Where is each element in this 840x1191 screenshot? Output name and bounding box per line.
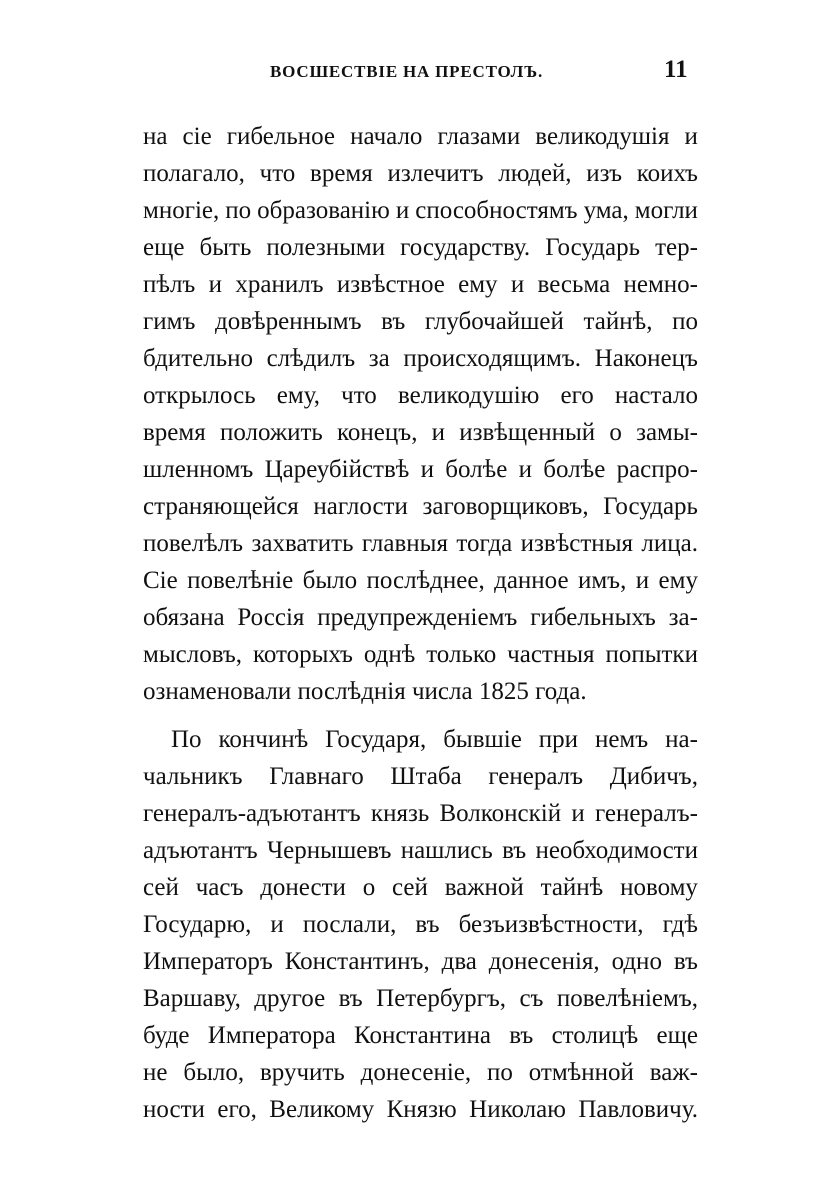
text-line: шленномъ Цареубійствѣ и болѣе и болѣе распро-	[143, 456, 698, 483]
text-line: повелѣлъ захватить главныя тогда извѣстныя лица.	[143, 530, 698, 557]
text-line: ознаменовали послѣднія числа 1825 года.	[143, 678, 587, 705]
text-line: многіе, по образованію и способностямъ ума, могли	[143, 197, 698, 224]
text-line: буде Императора Константина въ столицѣ еще	[143, 1022, 698, 1049]
text-line: Варшаву, другое въ Петербургъ, съ повелѣніемъ,	[143, 985, 698, 1012]
paragraph-gap	[143, 710, 698, 721]
paragraph-1	[143, 118, 698, 710]
text-line: Сіе повелѣніе было послѣднее, данное имъ, и ему	[143, 567, 698, 594]
text-line: не было, вручить донесеніе, по отмѣнной важ-	[143, 1059, 698, 1086]
text-line: По кончинѣ Государя, бывшіе при немъ на-	[171, 726, 698, 753]
body-text	[143, 118, 698, 1128]
text-line: на сіе гибельное начало глазами великодушія и	[143, 123, 698, 150]
text-line: ности его, Великому Князю Николаю Павловичу.	[143, 1096, 698, 1123]
text-line: бдительно слѣдилъ за происходящимъ. Наконецъ	[143, 345, 698, 372]
text-line: открылось ему, что великодушію его настало	[143, 382, 698, 409]
text-line: адъютантъ Чернышевъ нашлись въ необходимости	[143, 837, 698, 864]
text-line: гимъ довѣреннымъ въ глубочайшей тайнѣ, по	[143, 308, 698, 335]
page-number: 11	[664, 56, 688, 83]
text-line: Государю, и послали, въ безъизвѣстности, гдѣ	[143, 911, 698, 938]
text-line: сей часъ донести о сей важной тайнѣ новому	[143, 874, 698, 901]
paragraph-2	[143, 721, 698, 1128]
text-line: чальникъ Главнаго Штаба генералъ Дибичъ,	[143, 763, 698, 790]
text-line: Императоръ Константинъ, два донесенія, одно въ	[143, 948, 698, 975]
text-line: мысловъ, которыхъ однѣ только частныя попытки	[143, 641, 698, 668]
text-line: полагало, что время излечитъ людей, изъ коихъ	[143, 160, 698, 187]
text-line: страняющейся наглости заговорщиковъ, Государь	[143, 493, 698, 520]
text-line: пѣлъ и хранилъ извѣстное ему и весьма немно-	[143, 271, 698, 298]
text-line: генералъ-адъютантъ князь Волконскій и генералъ-	[143, 800, 698, 827]
running-head: ВОСШЕСТВІЕ НА ПРЕСТОЛЪ.	[270, 62, 544, 81]
text-line: время положить конецъ, и извѣщенный о замы-	[143, 419, 698, 446]
text-line: обязана Россія предупрежденіемъ гибельныхъ за-	[143, 604, 698, 631]
text-line: еще быть полезными государству. Государь тер-	[143, 234, 698, 261]
